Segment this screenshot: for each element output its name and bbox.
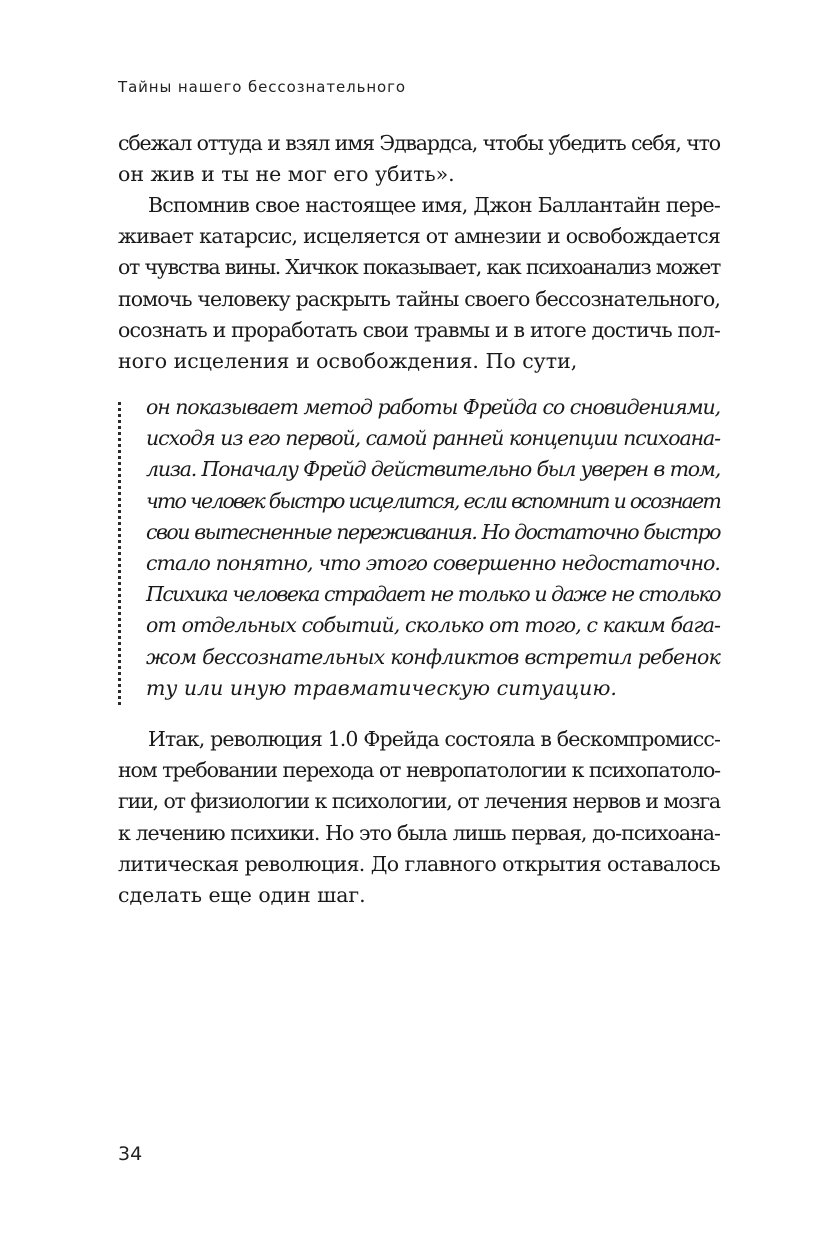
text-line: к лечению психики. Но это была лишь первая, до-психоана- bbox=[118, 820, 720, 845]
text-line: Итак, революция 1.0 Фрейда состояла в бескомпромисс- bbox=[148, 727, 720, 751]
running-head: Тайны нашего бессознательного bbox=[118, 78, 406, 96]
text-line: осознать и проработать свои травмы и в итоге достичь пол- bbox=[118, 317, 720, 342]
quote-line: жом бессознательных конфликтов встретил ребенок bbox=[146, 644, 720, 669]
paragraph-1 bbox=[118, 128, 720, 190]
quote-line: свои вытесненные переживания. Но достаточно быстро bbox=[146, 519, 720, 544]
paragraph-2 bbox=[118, 190, 720, 377]
page-number: 34 bbox=[118, 1143, 143, 1165]
quote-line: исходя из его первой, самой ранней концепции психоана- bbox=[146, 426, 720, 451]
text-line: сбежал оттуда и взял имя Эдвардса, чтобы убедить себя, что bbox=[118, 131, 720, 155]
quote-line: ту или иную травматическую ситуацию. bbox=[146, 675, 617, 700]
text-line: ного исцеления и освобождения. По сути, bbox=[118, 349, 578, 374]
text-line: от чувства вины. Хичкок показывает, как психоанализ может bbox=[118, 255, 720, 280]
paragraph-3 bbox=[118, 724, 720, 911]
text-line: помочь человеку раскрыть тайны своего бессознательного, bbox=[118, 286, 720, 311]
text-line: живает катарсис, исцеляется от амнезии и освобождается bbox=[118, 224, 720, 249]
quote-dotted-rule bbox=[118, 402, 121, 705]
quote-line: он показывает метод работы Фрейда со сновидениями, bbox=[146, 395, 720, 419]
text-line: гии, от физиологии к психологии, от лечения нервов и мозга bbox=[118, 789, 720, 814]
text-line: сделать еще один шаг. bbox=[118, 883, 366, 908]
quote-line: что человек быстро исцелится, если вспомнит и осознает bbox=[146, 488, 720, 513]
quote-line: лиза. Поначалу Фрейд действительно был уверен в том, bbox=[146, 457, 720, 482]
text-line: ном требовании перехода от невропатологии к психопатоло- bbox=[118, 758, 720, 783]
text-line: литическая революция. До главного открытия оставалось bbox=[118, 851, 720, 876]
text-line: он жив и ты не мог его убить». bbox=[118, 162, 455, 187]
text-line: Вспомнив свое настоящее имя, Джон Баллантайн пере- bbox=[148, 193, 720, 217]
quote-line: Психика человека страдает не только и даже не столько bbox=[146, 582, 720, 607]
block-quote bbox=[146, 392, 720, 704]
quote-line: стало понятно, что этого совершенно недостаточно. bbox=[146, 551, 720, 576]
quote-line: от отдельных событий, сколько от того, с каким бага- bbox=[146, 613, 720, 638]
